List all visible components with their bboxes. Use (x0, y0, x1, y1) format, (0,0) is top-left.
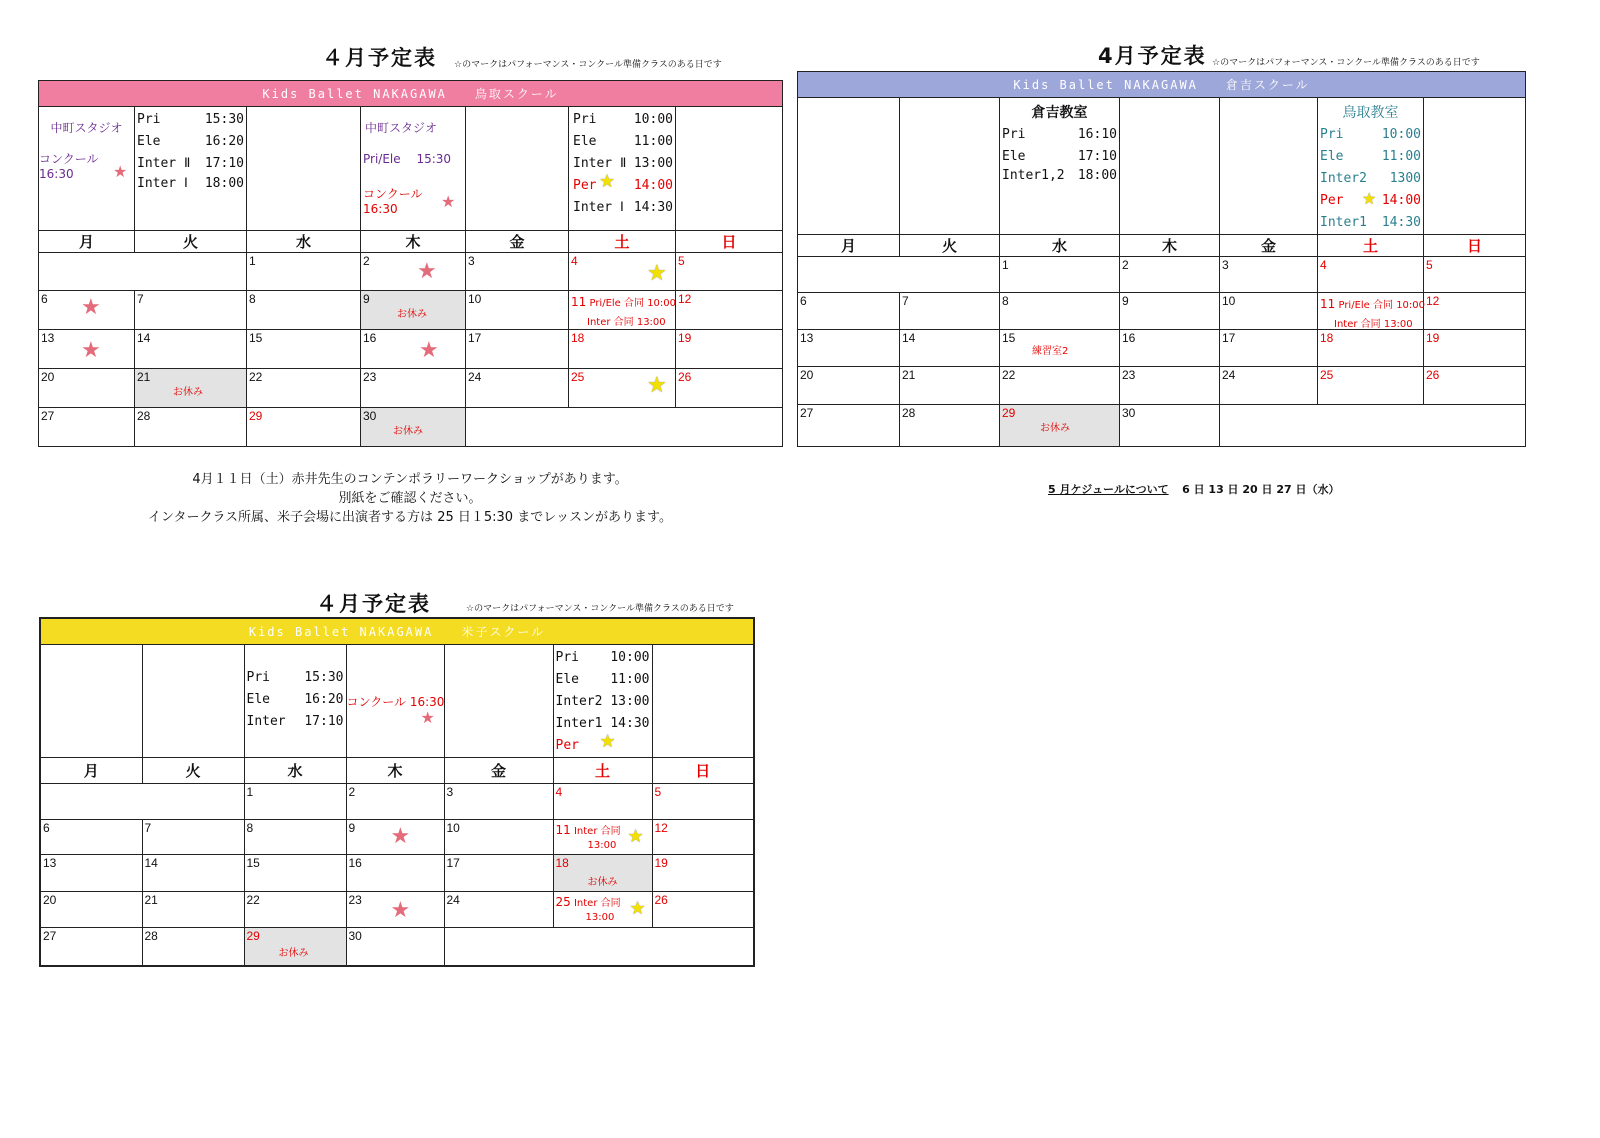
cal1-thu-prile: Pri/Ele 15:30 (363, 152, 452, 166)
day-cell: 21 (137, 370, 151, 384)
day-cell: 9 (1122, 294, 1129, 308)
day-cell: 25 (571, 370, 585, 384)
day-cell: 8 (1002, 294, 1009, 308)
day-cell: 5 (1426, 258, 1433, 272)
day-11-event-b: 13:00 (587, 839, 617, 851)
day-cell: 21 (144, 892, 158, 907)
dow-fri: 金 (444, 757, 553, 783)
day-cell: 5 (654, 784, 662, 799)
dow-wed: 水 (1000, 235, 1120, 257)
cal3-empty (40, 783, 244, 819)
dow-wed: 水 (247, 231, 361, 253)
day-cell: 12 (654, 820, 668, 835)
day-cell: 24 (446, 892, 460, 907)
star-icon: ★ (417, 259, 437, 284)
day-cell: 7 (144, 820, 152, 835)
day-cell: 22 (249, 370, 263, 384)
may-note-days: 6 日 13 日 20 日 27 日（水） (1182, 483, 1340, 496)
cal1-table (38, 80, 783, 447)
day-cell: 1 (1002, 258, 1009, 272)
day-cell: 27 (41, 409, 55, 423)
day-cell: 25 (1320, 368, 1334, 382)
day-cell: 28 (902, 406, 916, 420)
day-cell: 5 (678, 254, 685, 268)
dow-thu: 木 (1120, 235, 1220, 257)
day-cell: 30 (363, 409, 377, 423)
day-cell: 6 (43, 820, 50, 835)
day-cell: 24 (468, 370, 482, 384)
day-cell: 13 (43, 855, 57, 870)
day-cell: 17 (1222, 331, 1236, 345)
day-cell: 10 (1222, 294, 1236, 308)
day-cell: 28 (144, 928, 158, 943)
cal3-fri-sched (444, 644, 553, 757)
cal2-empty-end (1220, 405, 1526, 447)
day-cell: 8 (246, 820, 254, 835)
day-cell: 2 (348, 784, 356, 799)
day-11-event-b: Inter 合同 13:00 (587, 317, 666, 328)
star-icon: ★ (647, 261, 667, 286)
cal2-title: 4月予定表 (1098, 44, 1207, 68)
cal2-header: Kids Ballet NAKAGAWA 倉吉スクール (798, 72, 1526, 98)
cal1-sun-sched (676, 107, 783, 231)
day-11-event: 11 Inter 合同 (555, 822, 621, 837)
day-cell: 8 (249, 292, 256, 306)
day-cell: 16 (363, 331, 377, 345)
day-cell: 30 (348, 928, 362, 943)
day-cell: 12 (1426, 294, 1440, 308)
day-cell: 3 (446, 784, 454, 799)
cal2-tue-sched (900, 98, 1000, 235)
cal2-note: ☆のマークはパフォーマンス・コンクール準備クラスのある日です (1212, 58, 1480, 68)
cal2-thu-sched (1120, 98, 1220, 235)
cal1-title: ４月予定表 (322, 46, 437, 70)
may-note (1048, 481, 1340, 497)
cal2-sun-sched (1424, 98, 1526, 235)
cal1-mon-concours: コンクール 16:30 (39, 152, 99, 181)
holiday-label: お休み (587, 876, 618, 888)
day-cell: 23 (363, 370, 377, 384)
cal2-table (797, 71, 1526, 447)
cal3-sat-sched: Pri 10:00 Ele 11:00 Inter2 13:00 Inter1 14:30 Per ★ (553, 644, 652, 757)
cal1-thu-studio: 中町スタジオ (365, 121, 438, 135)
dow-sat: 土 (553, 757, 652, 783)
day-cell: 16 (348, 855, 362, 870)
holiday-label: お休み (1040, 423, 1070, 434)
star-icon: ★ (599, 171, 616, 192)
cal1-thu-concours: コンクール 16:30 (363, 187, 435, 216)
dow-tue: 火 (142, 757, 244, 783)
star-icon: ★ (390, 897, 411, 923)
day-cell: 12 (678, 292, 692, 306)
day-cell: 29 (246, 928, 260, 943)
day-cell: 10 (446, 820, 460, 835)
cal3-header: Kids Ballet NAKAGAWA 米子スクール (40, 618, 754, 644)
dow-sun: 日 (676, 231, 783, 253)
day-cell: 2 (363, 254, 370, 268)
day-cell: 26 (1426, 368, 1440, 382)
cal2-wed-sched: 倉吉教室 Pri 16:10 Ele 17:10 Inter1,2 18:00 (1000, 98, 1120, 235)
day-11-event: 11 Pri/Ele 合同 10:00 (1320, 297, 1426, 311)
day-cell: 15 (249, 331, 263, 345)
dow-tue: 火 (135, 231, 247, 253)
cal3-mon-sched (40, 644, 142, 757)
day-cell: 30 (1122, 406, 1136, 420)
cal1-fri-sched (466, 107, 569, 231)
day-cell: 15 (1002, 331, 1016, 345)
cal1-mon-sched (39, 107, 135, 231)
may-note-label: 5 月ケジュールについて (1048, 483, 1169, 496)
day-cell: 23 (1122, 368, 1136, 382)
cal3-note: ☆のマークはパフォーマンス・コンクール準備クラスのある日です (466, 604, 734, 614)
day-cell: 13 (800, 331, 814, 345)
dow-sun: 日 (1424, 235, 1526, 257)
star-icon: ★ (81, 295, 101, 320)
day-cell: 19 (1426, 331, 1440, 345)
day-cell: 28 (137, 409, 151, 423)
cal3-thu-sched (346, 644, 444, 757)
cal1-empty (39, 253, 247, 291)
dow-mon: 月 (39, 231, 135, 253)
cal3-empty-end (444, 927, 754, 966)
cal1-thu-sched (361, 107, 466, 231)
day-11-event-b: Inter 合同 13:00 (1334, 319, 1413, 330)
day-cell: 24 (1222, 368, 1236, 382)
dow-fri: 金 (1220, 235, 1318, 257)
dow-sat: 土 (1318, 235, 1424, 257)
star-icon: ★ (629, 897, 646, 919)
day-cell: 20 (43, 892, 57, 907)
cal1-wed-sched (247, 107, 361, 231)
dow-tue: 火 (900, 235, 1000, 257)
cal1-note: ☆のマークはパフォーマンス・コンクール準備クラスのある日です (454, 60, 722, 70)
day-cell: 21 (902, 368, 916, 382)
day-cell: 10 (468, 292, 482, 306)
day-cell: 16 (1122, 331, 1136, 345)
star-icon: ★ (647, 373, 667, 398)
day-cell: 3 (1222, 258, 1229, 272)
day-cell: 7 (137, 292, 144, 306)
day-cell: 26 (678, 370, 692, 384)
dow-sun: 日 (652, 757, 754, 783)
day-cell: 6 (41, 292, 48, 306)
holiday-label: お休み (173, 387, 203, 398)
dow-mon: 月 (798, 235, 900, 257)
day-25-event-b: 13:00 (585, 911, 615, 923)
day-cell: 14 (144, 855, 158, 870)
cal3-sun-sched (652, 644, 754, 757)
star-icon: ★ (113, 162, 128, 181)
day-cell: 19 (654, 855, 668, 870)
star-icon: ★ (599, 730, 616, 752)
star-icon: ★ (81, 338, 101, 363)
star-icon: ★ (441, 192, 456, 211)
star-icon: ★ (627, 825, 644, 847)
day-cell: 17 (446, 855, 460, 870)
holiday-label: お休み (397, 309, 427, 320)
cal2-sat-sched: 鳥取教室 Pri 10:00 Ele 11:00 Inter2 1300 Per 14:00 Inter1 14:30 ★ (1318, 98, 1424, 235)
day-15-event: 練習室2 (1032, 346, 1069, 357)
day-cell: 15 (246, 855, 260, 870)
cal2-wed-title: 倉吉教室 (1031, 105, 1088, 121)
day-cell: 22 (1002, 368, 1016, 382)
day-cell: 19 (678, 331, 692, 345)
cal1-tue-sched: Pri 15:30 Ele 16:20 Inter Ⅱ 17:10 Inter Ⅰ 18:00 (135, 107, 247, 231)
cal1-mon-studio: 中町スタジオ (50, 121, 123, 135)
cal3-thu-concours: コンクール 16:30 (346, 694, 445, 709)
day-cell: 6 (800, 294, 807, 308)
day-cell: 14 (137, 331, 151, 345)
day-cell: 3 (468, 254, 475, 268)
dow-sat: 土 (569, 231, 676, 253)
day-cell: 20 (41, 370, 55, 384)
day-cell: 4 (571, 254, 578, 268)
day-cell: 27 (800, 406, 814, 420)
dow-fri: 金 (466, 231, 569, 253)
note-line: 4月１１日（土）赤井先生のコンテンポラリーワークショップがあります。 (192, 472, 628, 487)
star-icon: ★ (420, 707, 435, 727)
day-cell: 29 (249, 409, 263, 423)
cal2-mon-sched (798, 98, 900, 235)
star-icon: ★ (419, 338, 439, 363)
day-cell: 23 (348, 892, 362, 907)
day-cell: 4 (1320, 258, 1327, 272)
day-cell: 18 (555, 855, 569, 870)
day-cell: 27 (43, 928, 57, 943)
cal1-sat-sched: Pri 10:00 Ele 11:00 Inter Ⅱ 13:00 Per 14:00 Inter Ⅰ 14:30 ★ (569, 107, 676, 231)
day-cell: 14 (902, 331, 916, 345)
day-cell: 20 (800, 368, 814, 382)
cal3-tue-sched (142, 644, 244, 757)
cal3-title: ４月予定表 (316, 592, 431, 616)
day-cell: 22 (246, 892, 260, 907)
cal2-empty (798, 257, 1000, 293)
day-11-event: 11 Pri/Ele 合同 10:00 (571, 295, 677, 309)
cal2-sat-title: 鳥取教室 (1342, 105, 1399, 121)
day-cell: 17 (468, 331, 482, 345)
dow-wed: 水 (244, 757, 346, 783)
day-cell: 7 (902, 294, 909, 308)
cal2-fri-sched (1220, 98, 1318, 235)
star-icon: ★ (1362, 189, 1377, 208)
cal1-header: Kids Ballet NAKAGAWA 鳥取スクール (39, 81, 783, 107)
cal3-wed-sched: Pri 15:30 Ele 16:20 Inter 17:10 (244, 644, 346, 757)
cal3-table (39, 617, 755, 967)
day-cell: 1 (249, 254, 256, 268)
dow-mon: 月 (40, 757, 142, 783)
day-cell: 4 (555, 784, 563, 799)
dow-thu: 木 (361, 231, 466, 253)
star-icon: ★ (390, 823, 411, 849)
day-cell: 18 (571, 331, 585, 345)
day-cell: 29 (1002, 406, 1016, 420)
holiday-label: お休み (393, 426, 423, 437)
cal1-notes (60, 470, 760, 527)
day-cell: 9 (363, 292, 370, 306)
day-cell: 18 (1320, 331, 1334, 345)
day-cell: 13 (41, 331, 55, 345)
day-25-event: 25 Inter 合同 (555, 894, 621, 909)
note-line: 別紙をご確認ください。 (338, 491, 482, 506)
day-cell: 2 (1122, 258, 1129, 272)
day-cell: 9 (348, 820, 356, 835)
cal1-empty-end (466, 408, 783, 447)
day-cell: 1 (246, 784, 254, 799)
dow-thu: 木 (346, 757, 444, 783)
day-cell: 26 (654, 892, 668, 907)
holiday-label: お休み (278, 947, 309, 959)
note-line: インタークラス所属、米子会場に出演者する方は 25 日１5:30 までレッスンがあります。 (147, 510, 673, 525)
